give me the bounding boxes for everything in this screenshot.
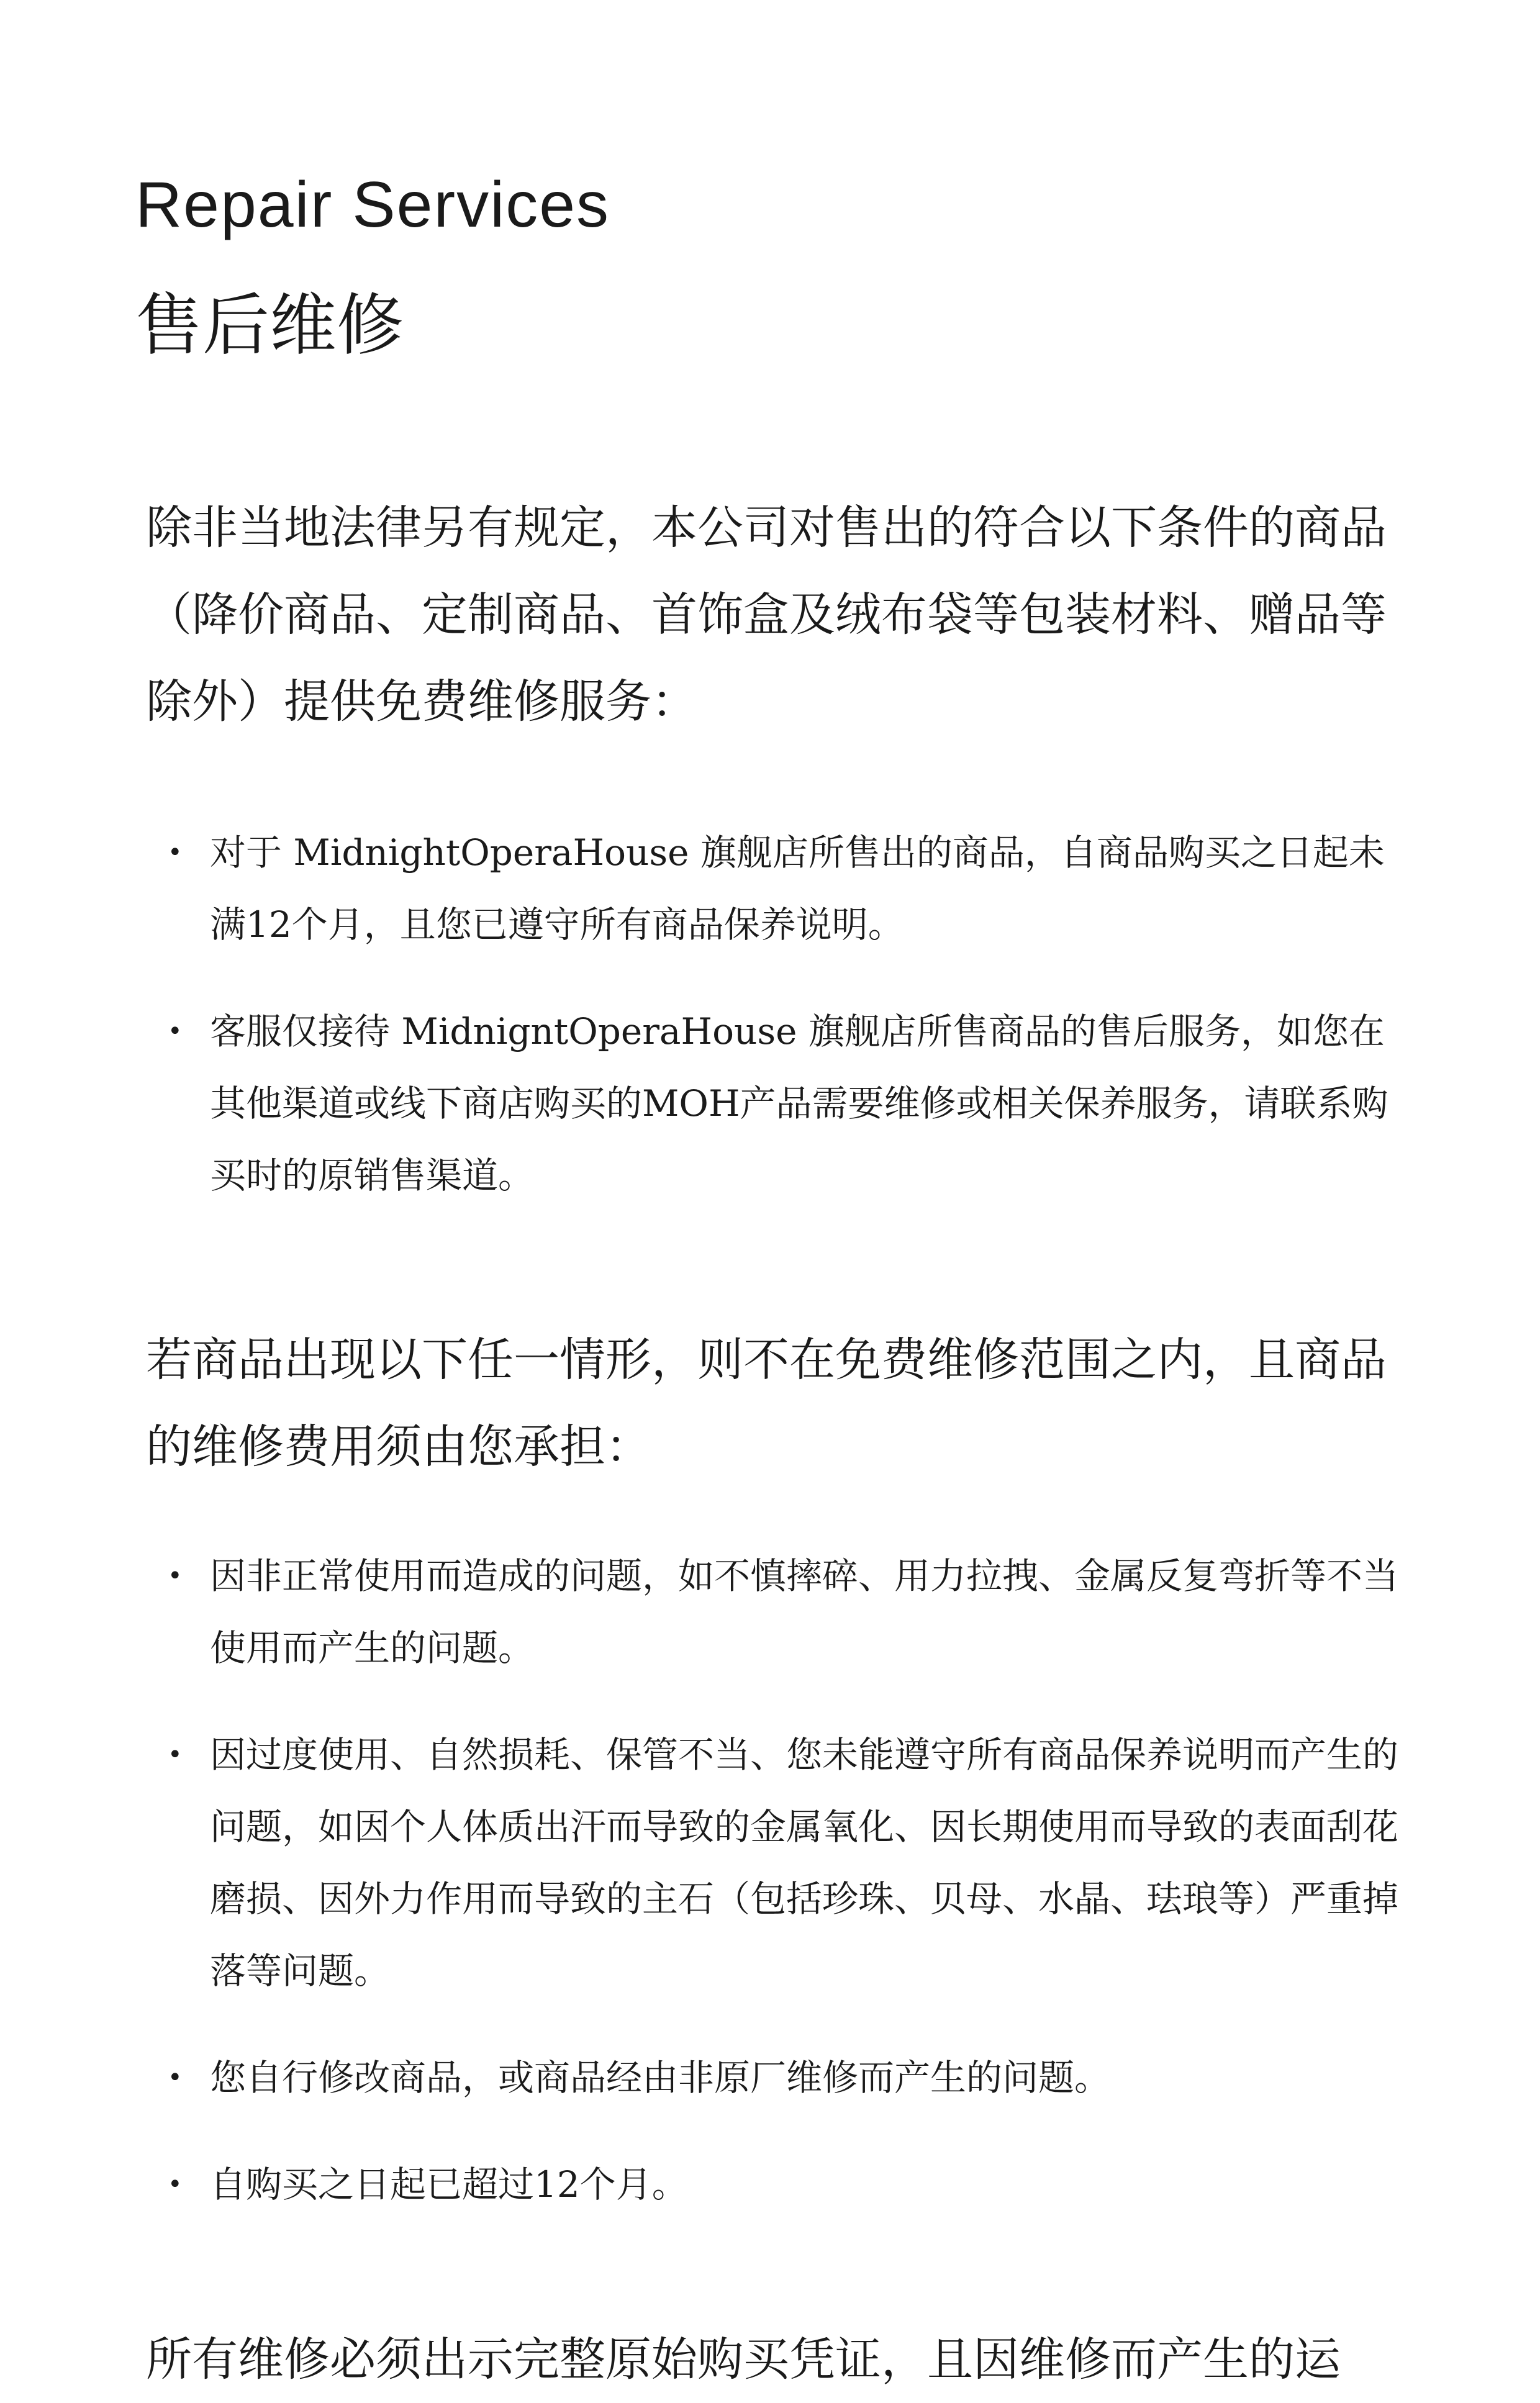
list-item-text: 自购买之日起已超过12个月。 <box>210 2163 688 2206</box>
list-item <box>0 2148 1540 2220</box>
list-item-text: 对于 MidnightOperaHouse 旗舰店所售出的商品，自商品购买之日起未满12个月，且您已遵守所有商品保养说明。 <box>210 831 1385 946</box>
free-repair-conditions-list <box>0 817 1540 1246</box>
bullet-icon: • <box>168 1562 183 1590</box>
list-item <box>0 817 1540 961</box>
list-item <box>0 995 1540 1211</box>
bullet-icon: • <box>168 1017 183 1046</box>
bullet-icon: • <box>168 838 183 867</box>
purchase-proof-intro: 所有维修必须出示完整原始购买凭证，且因维修而产生的运 <box>146 2333 1341 2386</box>
paid-repair-intro: 若商品出现以下任一情形，则不在免费维修范围之内，且商品的维修费用须由您承担： <box>146 1333 1387 1473</box>
page-title-english: Repair Services <box>135 169 610 241</box>
list-item-text: 因过度使用、自然损耗、保管不当、您未能遵守所有商品保养说明而产生的问题，如因个人体质出汗而导致的金属氧化、因长期使用而导致的表面刮花磨损、因外力作用而导致的主石（包括珍珠、贝母、水晶、珐琅等）严重掉落等问题。 <box>210 1734 1399 1992</box>
list-item-text: 客服仅接待 MidnigntOperaHouse 旗舰店所售商品的售后服务，如您在其他渠道或线下商店购买的MOH产品需要维修或相关保养服务，请联系购买时的原销售渠道。 <box>210 1010 1388 1197</box>
bullet-icon: • <box>168 2170 183 2199</box>
list-item-text: 因非正常使用而造成的问题，如不慎摔碎、用力拉拽、金属反复弯折等不当使用而产生的问题。 <box>210 1555 1399 1669</box>
page-title-chinese: 售后维修 <box>135 287 404 364</box>
free-repair-intro: 除非当地法律另有规定，本公司对售出的符合以下条件的商品（降价商品、定制商品、首饰盒及绒布袋等包装材料、赠品等除外）提供免费维修服务： <box>146 501 1387 728</box>
list-item-text: 您自行修改商品，或商品经由非原厂维修而产生的问题。 <box>210 2057 1111 2099</box>
paid-repair-conditions-list <box>0 1540 1540 2255</box>
list-item <box>0 2042 1540 2114</box>
bullet-icon: • <box>168 2063 183 2092</box>
list-item <box>0 1719 1540 2007</box>
list-item <box>0 1540 1540 1684</box>
bullet-icon: • <box>168 1740 183 1769</box>
